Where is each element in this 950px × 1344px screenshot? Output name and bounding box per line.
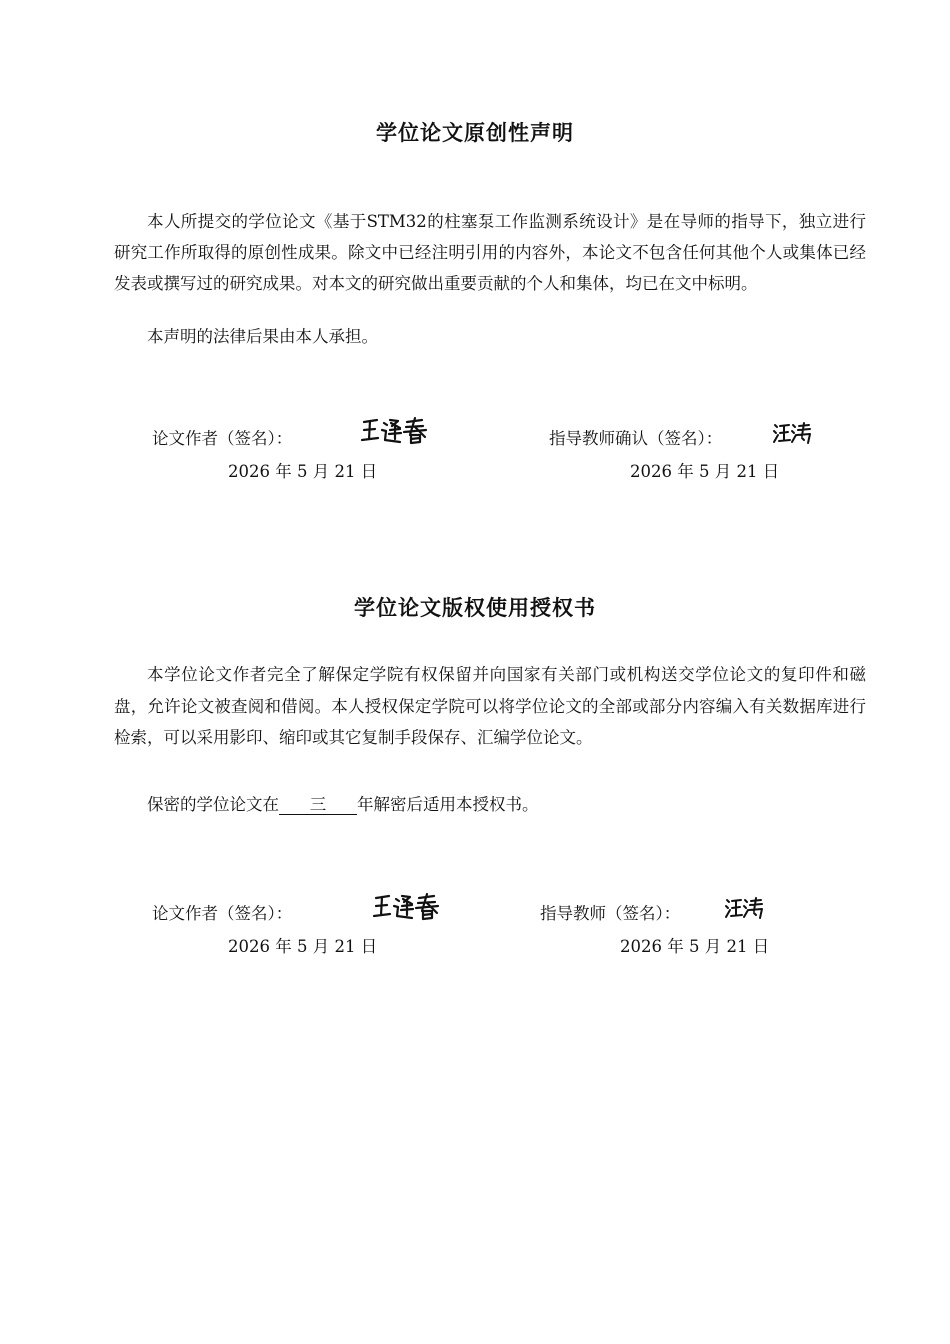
confidentiality-suffix: 年解密后适用本授权书。	[357, 795, 539, 814]
originality-legal-paragraph: 本声明的法律后果由本人承担。	[147, 327, 378, 346]
confidentiality-years: 三	[279, 795, 357, 815]
authorization-title: 学位论文版权使用授权书	[354, 596, 596, 620]
authorization-author-date: 2026 年 5 月 21 日	[228, 937, 378, 956]
author-signature	[360, 415, 430, 447]
authorization-paragraph: 本学位论文作者完全了解保定学院有权保留并向国家有关部门或机构送交学位论文的复印件和磁盘，允许论文被查阅和借阅。本人授权保定学院可以将学位论文的全部或部分内容编入有关数据库进行检索，可以采用影印、缩印或其它复制手段保存、汇编学位论文。	[114, 665, 866, 747]
originality-advisor-label: 指导教师确认（签名）：	[549, 429, 723, 448]
authorization-author-label: 论文作者（签名）：	[152, 904, 293, 923]
authorization-advisor-date: 2026 年 5 月 21 日	[620, 937, 770, 956]
originality-paragraph: 本人所提交的学位论文《基于STM32的柱塞泵工作监测系统设计》是在导师的指导下，独立进行研究工作所取得的原创性成果。除文中已经注明引用的内容外，本论文不包含任何其他个人或集体已经发表或撰写过的研究成果。对本文的研究做出重要贡献的个人和集体，均已在文中标明。	[114, 212, 866, 293]
advisor-signature-2	[724, 895, 764, 921]
originality-title: 学位论文原创性声明	[376, 121, 574, 145]
confidentiality-prefix: 保密的学位论文在	[147, 795, 279, 814]
confidentiality-paragraph	[114, 789, 866, 820]
advisor-signature	[772, 420, 812, 446]
author-signature-2	[372, 891, 442, 923]
originality-author-label: 论文作者（签名）：	[152, 429, 293, 448]
originality-author-date: 2026 年 5 月 21 日	[228, 462, 378, 481]
authorization-advisor-label: 指导教师（签名）：	[540, 904, 681, 923]
originality-advisor-date: 2026 年 5 月 21 日	[630, 462, 780, 481]
